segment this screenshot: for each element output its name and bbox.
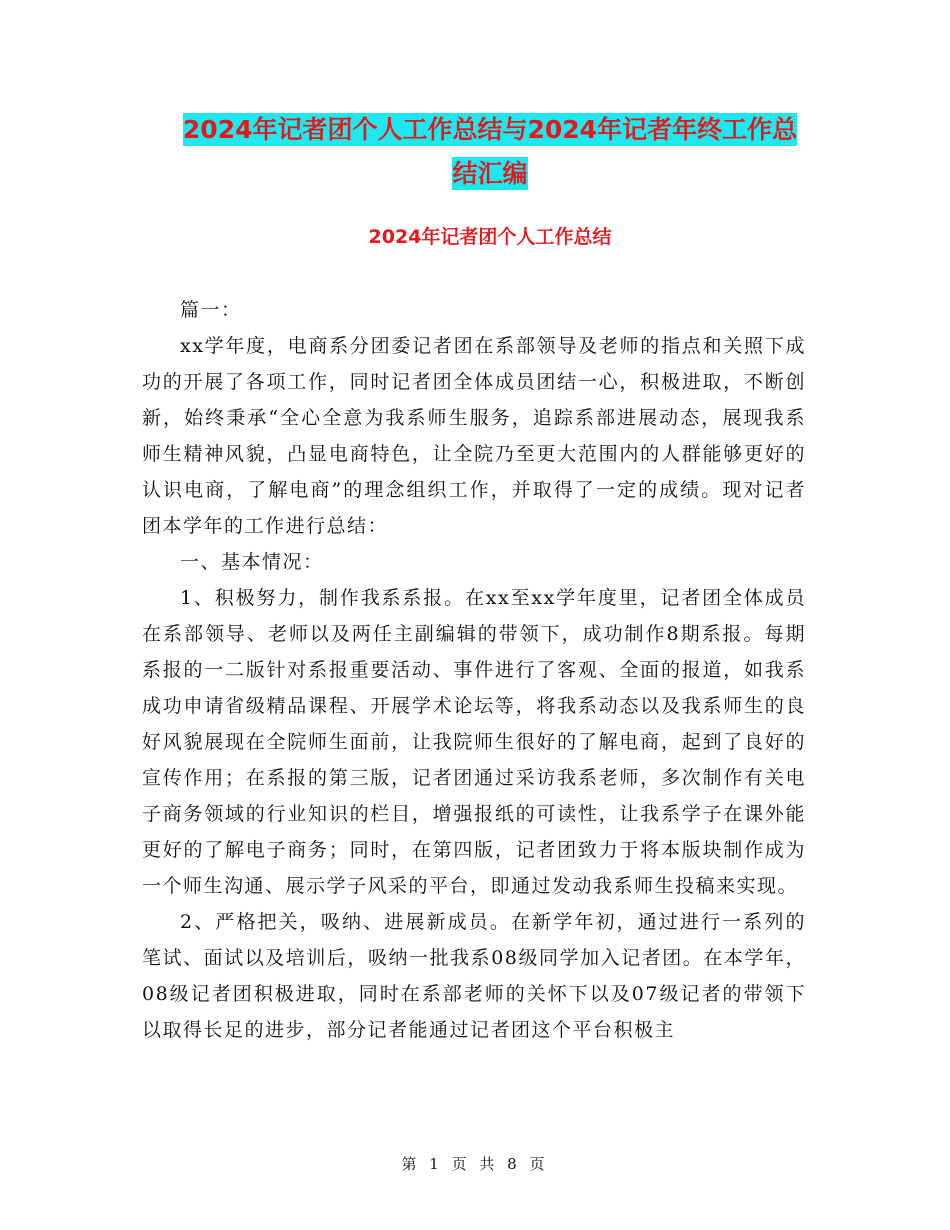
paragraph-item-2: 2、严格把关，吸纳、进展新成员。在新学年初，通过进行一系列的笔试、面试以及培训后，吸纳一批我系08级同学加入记者团。在本学年，08级记者团积极进取，同时在系部老师的关怀下以及07级记者的带领下以取得长足的进步，部分记者能通过记者团这个平台积极主 [142,911,806,1041]
paragraph-basic-heading: 一、基本情况： [180,551,324,573]
body-text [142,292,806,1048]
paragraph-part-heading: 篇一： [180,299,242,321]
paragraph-item-1: 1、积极努力，制作我系系报。在xx至xx学年度里，记者团全体成员在系部领导、老师以及两任主副编辑的带领下，成功制作8期系报。每期系报的一二版针对系报重要活动、事件进行了客观、全面的报道，如我系成功申请省级精品课程、开展学术论坛等，将我系动态以及我系师生的良好风貌展现在全院师生面前，让我院师生很好的了解电商，起到了良好的宣传作用；在系报的第三版，记者团通过采访我系老师，多次制作有关电子商务领域的行业知识的栏目，增强报纸的可读性，让我系学子在课外能更好的了解电子商务；同时，在第四版，记者团致力于将本版块制作成为一个师生沟通、展示学子风采的平台，即通过发动我系师生投稿来实现。 [142,587,806,897]
title-line-2: 结汇编 [452,159,528,188]
document-title [140,108,840,196]
section-title: 2024年记者团个人工作总结 [368,226,612,248]
page-number-footer: 第 1 页 共 8 页 [401,1155,549,1173]
title-line-1: 2024年记者团个人工作总结与2024年记者年终工作总 [182,115,798,144]
paragraph-intro: xx学年度，电商系分团委记者团在系部领导及老师的指点和关照下成功的开展了各项工作，同时记者团全体成员团结一心，积极进取，不断创新，始终秉承“全心全意为我系师生服务，追踪系部进展动态，展现我系师生精神风貌，凸显电商特色，让全院乃至更大范围内的人群能够更好的认识电商，了解电商”的理念组织工作，并取得了一定的成绩。现对记者团本学年的工作进行总结： [142,335,806,537]
